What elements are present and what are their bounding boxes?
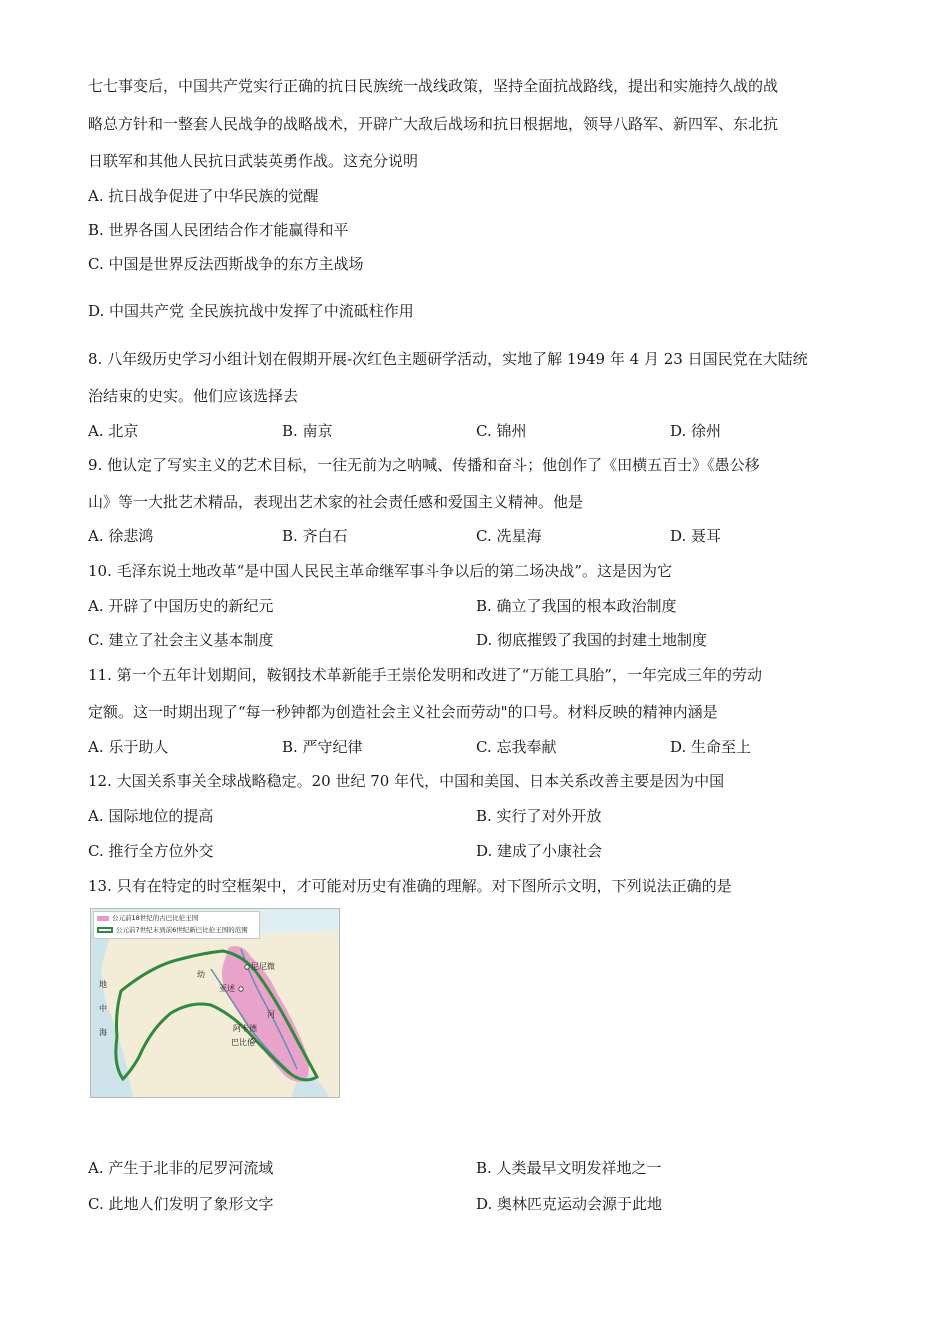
q13-option-c: C. 此地人们发明了象形文字 xyxy=(88,1195,274,1213)
label-river-1: 幼 xyxy=(197,970,205,979)
q10-option-d: D. 彻底摧毁了我国的封建土地制度 xyxy=(476,631,708,649)
q7-line-3: 日联军和其他人民抗日武装英勇作战。这充分说明 xyxy=(88,152,419,170)
legend-swatch-pink xyxy=(97,916,109,921)
legend-label-new-babylon: 公元前7世纪末到前6世纪新巴比伦王国的范围 xyxy=(116,926,248,934)
city-assur-dot xyxy=(239,987,243,991)
q9-option-d: D. 聂耳 xyxy=(670,527,722,545)
q7-option-d: D. 中国共产党 全民族抗战中发挥了中流砥柱作用 xyxy=(88,302,414,320)
legend-label-old-babylon: 公元前18世纪的古巴比伦王国 xyxy=(112,914,199,922)
city-nineveh-dot xyxy=(245,965,249,969)
q12-option-b: B. 实行了对外开放 xyxy=(476,807,602,825)
q12-option-d: D. 建成了小康社会 xyxy=(476,842,603,860)
q9-option-a: A. 徐悲鸿 xyxy=(88,527,154,545)
q8-option-d: D. 徐州 xyxy=(670,422,722,440)
q8-line-1: 8. 八年级历史学习小组计划在假期开展-次红色主题研学活动，实地了解 1949 年 4 月 23 日国民党在大陆统 xyxy=(88,350,808,368)
q13-line-1: 13. 只有在特定的时空框架中，才可能对历史有准确的理解。对下图所示文明，下列说法正确的是 xyxy=(88,877,732,895)
q9-option-c: C. 冼星海 xyxy=(476,527,542,545)
q8-option-a: A. 北京 xyxy=(88,422,139,440)
q12-option-c: C. 推行全方位外交 xyxy=(88,842,214,860)
q11-option-a: A. 乐于助人 xyxy=(88,738,169,756)
q7-option-a: A. 抗日战争促进了中华民族的觉醒 xyxy=(88,187,319,205)
q8-option-b: B. 南京 xyxy=(282,422,333,440)
q12-line-1: 12. 大国关系事关全球战略稳定。20 世纪 70 年代，中国和美国、日本关系改善主要是因为中国 xyxy=(88,772,725,790)
q10-line-1: 10. 毛泽东说土地改革“是中国人民民主革命继军事斗争以后的第二场决战”。这是因为它 xyxy=(88,562,672,580)
q11-line-2: 定额。这一时期出现了“每一秒钟都为创造社会主义社会而劳动"的口号。材料反映的精神内涵是 xyxy=(88,703,718,721)
legend-row-old-babylon xyxy=(97,913,198,924)
q10-option-c: C. 建立了社会主义基本制度 xyxy=(88,631,274,649)
babylon-map xyxy=(90,908,340,1098)
q7-line-1: 七七事变后，中国共产党实行正确的抗日民族统一战线政策，坚持全面抗战路线，提出和实施持久战的战 xyxy=(88,77,779,95)
q10-option-b: B. 确立了我国的根本政治制度 xyxy=(476,597,677,615)
q13-option-d: D. 奥林匹克运动会源于此地 xyxy=(476,1195,663,1213)
label-river-2: 河 xyxy=(267,1010,275,1019)
label-sea-c: 海 xyxy=(99,1028,107,1037)
q9-option-b: B. 齐白石 xyxy=(282,527,348,545)
q13-option-b: B. 人类最早文明发祥地之一 xyxy=(476,1159,662,1177)
legend-swatch-green xyxy=(97,927,113,933)
q11-option-d: D. 生命至上 xyxy=(670,738,752,756)
q7-option-b: B. 世界各国人民团结合作才能赢得和平 xyxy=(88,221,349,239)
q8-option-c: C. 锦州 xyxy=(476,422,527,440)
q10-option-a: A. 开辟了中国历史的新纪元 xyxy=(88,597,274,615)
label-nineveh: 尼尼微 xyxy=(251,962,275,971)
label-sea-b: 中 xyxy=(99,1004,107,1013)
q12-option-a: A. 国际地位的提高 xyxy=(88,807,214,825)
map-legend xyxy=(93,911,260,939)
label-assur: 亚述 xyxy=(219,984,235,993)
q11-line-1: 11. 第一个五年计划期间，鞍钢技术革新能手王崇伦发明和改进了“万能工具胎”，一年完成三年的劳动 xyxy=(88,666,762,684)
q9-line-1: 9. 他认定了写实主义的艺术目标，一往无前为之呐喊、传播和奋斗；他创作了《田横五百士》《愚公移 xyxy=(88,456,760,474)
label-akkad: 阿卡德 xyxy=(233,1024,257,1033)
label-sea-a: 地 xyxy=(99,980,107,989)
q9-line-2: 山》等一大批艺术精品，表现出艺术家的社会责任感和爱国主义精神。他是 xyxy=(88,493,584,511)
label-babylon: 巴比伦 xyxy=(231,1038,255,1047)
q7-line-2: 略总方针和一整套人民战争的战略战术，开辟广大敌后战场和抗日根据地，领导八路军、新四军、东北抗 xyxy=(88,115,779,133)
q13-option-a: A. 产生于北非的尼罗河流域 xyxy=(88,1159,274,1177)
q11-option-b: B. 严守纪律 xyxy=(282,738,363,756)
legend-row-new-babylon xyxy=(97,925,248,936)
q11-option-c: C. 忘我奉献 xyxy=(476,738,557,756)
q7-option-c: C. 中国是世界反法西斯战争的东方主战场 xyxy=(88,255,364,273)
q8-line-2: 治结束的史实。他们应该选择去 xyxy=(88,387,299,405)
